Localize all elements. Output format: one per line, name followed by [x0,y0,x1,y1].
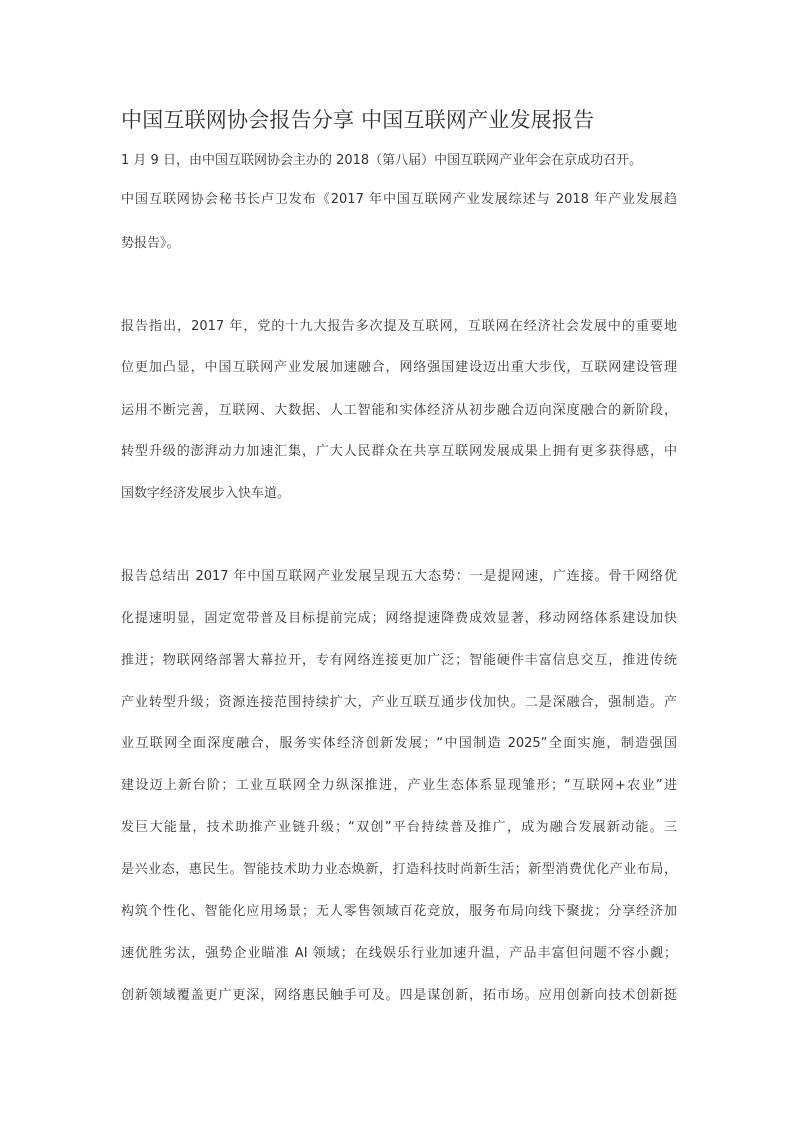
paragraph-line: 构筑个性化、智能化应用场景；无人零售领域百花竞放，服务布局向线下聚拢；分享经济加 [121,904,677,919]
paragraph-line: 建设迈上新台阶；工业互联网全力纵深推进，产业生态体系显现雏形；“互联网+农业”进 [121,778,677,793]
paragraph-line: 化提速明显，固定宽带普及目标提前完成；网络提速降费成效显著，移动网络体系建设加快 [121,611,677,626]
paragraph-line: 转型升级的澎湃动力加速汇集，广大人民群众在共享互联网发展成果上拥有更多获得感，中 [121,444,677,459]
intro-line: 势报告》。 [121,236,180,251]
paragraph-line: 发巨大能量，技术助推产业链升级；“双创”平台持续普及推广，成为融合发展新动能。三 [121,820,677,835]
paragraph-line: 产业转型升级；资源连接范围持续扩大，产业互联互通步伐加快。二是深融合，强制造。产 [121,695,677,710]
paragraph-line: 创新领域覆盖更广更深，网络惠民触手可及。四是谋创新，拓市场。应用创新向技术创新挺 [121,988,677,1003]
paragraph-line: 位更加凸显，中国互联网产业发展加速融合，网络强国建设迈出重大步伐，互联网建设管理 [121,360,677,375]
article-title: 中国互联网协会报告分享 中国互联网产业发展报告 [121,108,595,132]
intro-line: 1 月 9 日，由中国互联网协会主办的 2018（第八届）中国互联网产业年会在京成功召开。 [121,153,643,168]
intro-line: 中国互联网协会秘书长卢卫发布《2017 年中国互联网产业发展综述与 2018 年产业发展趋 [121,192,677,207]
paragraph-line: 是兴业态，惠民生。智能技术助力业态焕新，打造科技时尚新生活；新型消费优化产业布局， [121,862,677,877]
paragraph-line: 报告总结出 2017 年中国互联网产业发展呈现五大态势：一是提网速，广连接。骨干网络优 [121,569,677,584]
paragraph-line: 推进；物联网络部署大幕拉开，专有网络连接更加广泛；智能硬件丰富信息交互，推进传统 [121,653,677,668]
paragraph-line: 速优胜劣汰，强势企业瞄准 AI 领域；在线娱乐行业加速升温，产品丰富但问题不容小觑； [121,946,677,961]
paragraph-line: 运用不断完善，互联网、大数据、人工智能和实体经济从初步融合迈向深度融合的新阶段， [121,403,677,418]
paragraph-line: 业互联网全面深度融合，服务实体经济创新发展；“中国制造 2025”全面实施，制造强国 [121,736,677,751]
paragraph-line: 报告指出，2017 年，党的十九大报告多次提及互联网，互联网在经济社会发展中的重要地 [121,319,677,334]
paragraph-line: 国数字经济发展步入快车道。 [121,486,291,501]
